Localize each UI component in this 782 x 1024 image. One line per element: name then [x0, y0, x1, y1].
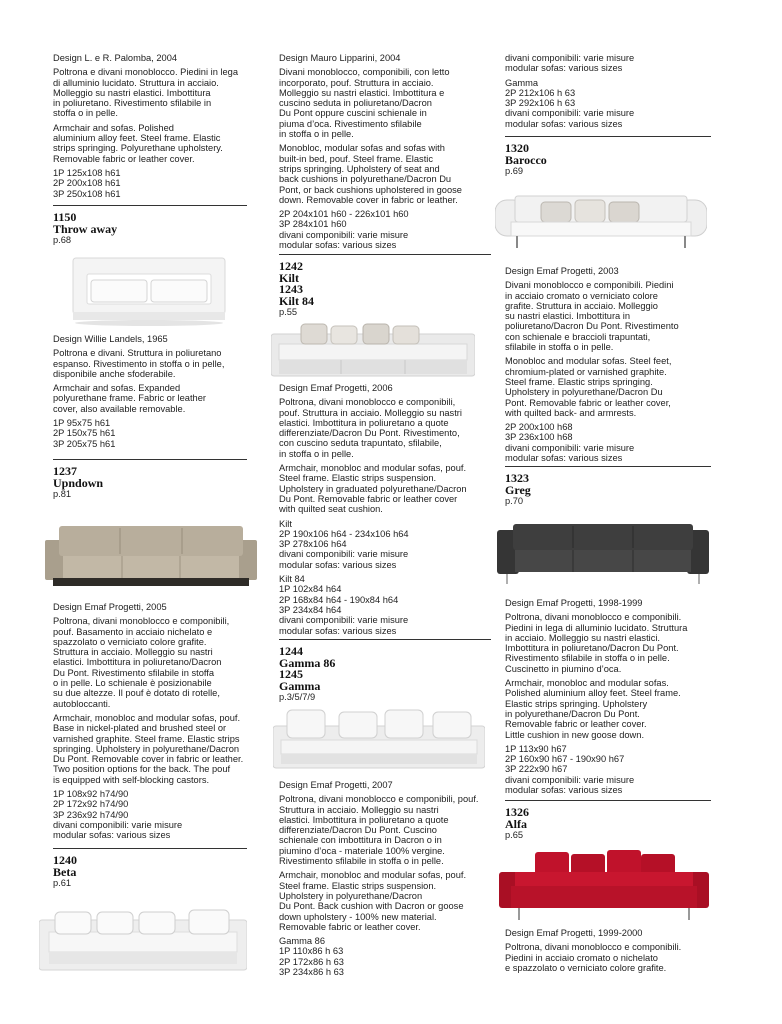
taupe-sofa-image — [45, 522, 257, 590]
page-reference: p.3/5/7/9 — [279, 692, 316, 702]
divider — [53, 205, 247, 206]
italian-description: Poltrona, divani monoblocco e componibili, pouf. Basamento in acciaio nichelato e spazzolato o verniciato colore grafite. Struttura in acciaio. Molleggio su nastri elastici. Imbottitura in poliuretano/Dacron Du Pont. Rivestimento sfilabile in stoffa o in pelle. Lo schienale è posizionabile su due altezze. Il pouf è dotato di rotelle, autobloccanti. — [53, 616, 230, 709]
red-sofa-image — [499, 846, 711, 922]
product-1323-header — [505, 466, 711, 507]
page-reference: p.61 — [53, 878, 72, 888]
designer-line: Design Emaf Progetti, 1999-2000 — [505, 928, 643, 938]
italian-description: Divani monoblocco e componibili. Piedini in acciaio cromato o verniciato colore grafite. Struttura in acciaio. Molleggio su nastri elastici. Imbottitura in poliuretano/Dacron Du Pont. Rivestimento con schienale e braccioli trapuntati, sfilabile in stoffa o in pelle. — [505, 280, 679, 353]
designer-line: Design Mauro Lipparini, 2004 — [279, 53, 401, 63]
designer-line: Design Emaf Progetti, 2003 — [505, 266, 619, 276]
english-description: Monobloc, modular sofas and sofas with built-in bed, pouf. Steel frame. Elastic strips springing. Upholstery of seat and back cushions in polyurethane/Dacron Du Pont, or back cushions upholstered in goose down. Removable cover in fabric or leather. — [279, 143, 462, 205]
dimensions: 1P 113x90 h67 2P 160x90 h67 - 190x90 h67 3P 222x90 h67 divani componibili: varie misure modular sofas: various sizes — [505, 743, 635, 796]
english-description: Armchair, monobloc and modular sofas. Polished aluminium alloy feet. Steel frame. Elastic strips springing. Upholstery in polyurethane/Dacron Du Pont. Removable fabric or leather cover. Little cushion in new goose down. — [505, 678, 681, 740]
product-1320-description — [505, 266, 711, 463]
product-1237-description — [53, 602, 247, 841]
kilt-sofa-image — [271, 318, 475, 380]
gamma-sofa-image — [273, 706, 485, 772]
italian-description: Poltrona, divani monoblocco e componibili, pouf. Struttura in acciaio. Molleggio su nastri elastici. Imbottitura in poliuretano a quote differenziate/Dacron Du Pont. Cuscino schienale con imbottitura in Dacron o in piumino d’oca - materiale 100% vergine. Rivestimento sfilabile in stoffa o in pelle. — [279, 794, 479, 867]
designer-line: Design Emaf Progetti, 2005 — [53, 602, 167, 612]
gamma-continued — [505, 53, 711, 129]
lipparini-description — [279, 53, 491, 250]
product-1150-description — [53, 334, 247, 449]
english-description: Armchair and sofas. Expanded polyurethane frame. Fabric or leather cover, also available removable. — [53, 383, 206, 414]
divider — [279, 254, 491, 255]
italian-description: Poltrona, divani monoblocco e componibili. Piedini in lega di alluminio lucidato. Struttura in acciaio. Molleggio su nastri elastici. Imbottitura in poliuretano/Dacron Du Pont. Rivestimento sfilabile in stoffa o in pelle. Cuscinetto in piumino d’oca. — [505, 612, 688, 674]
product-1323-description — [505, 598, 711, 795]
product-number: 1240 Beta — [53, 853, 77, 879]
divider — [279, 639, 491, 640]
product-1326-description — [505, 928, 711, 973]
designer-line: Design Willie Landels, 1965 — [53, 334, 168, 344]
barocco-sofa-image — [495, 190, 707, 254]
divider — [505, 800, 711, 801]
page-reference: p.65 — [505, 830, 524, 840]
english-description: Armchair, monobloc and modular sofas, pouf. Steel frame. Elastic strips suspension. Upholstery in graduated polyurethane/Dacron Du Pont. Removable fabric or leather cover with quilted seat cushion. — [279, 463, 467, 515]
product-number: 1242 Kilt 1243 Kilt 84 — [279, 259, 314, 308]
page-reference: p.69 — [505, 166, 524, 176]
divider — [505, 136, 711, 137]
english-description: Armchair, monobloc and modular sofas, pouf. Steel frame. Elastic strips suspension. Upholstery in polyurethane/Dacron Du Pont. Back cushion with Dacron or goose down upholstery - 100% new material. Removable fabric or leather cover. — [279, 870, 467, 932]
product-number: 1323 Greg — [505, 471, 531, 497]
product-1150-header — [53, 205, 247, 246]
product-1326-header — [505, 800, 711, 841]
dimensions: 1P 125x108 h61 2P 200x108 h61 3P 250x108 h61 — [53, 167, 121, 199]
divider — [53, 459, 247, 460]
dimensions: 2P 200x100 h68 3P 236x100 h68 divani componibili: varie misure modular sofas: various sizes — [505, 422, 635, 464]
page-reference: p.70 — [505, 496, 524, 506]
divider — [505, 466, 711, 467]
italian-description: Divani monoblocco, componibili, con letto incorporato, pouf. Struttura in acciaio. Molleggio su nastri elastici. Imbottitura e cuscino seduta in poliuretano/Dacron Du Pont oppure cuscini schienale in piuma d’oca. Rivestimento sfilabile in stoffa o in pelle. — [279, 67, 450, 140]
italian-description: Poltrona, divani monoblocco e componibili. Piedini in acciaio cromato o nichelato e spazzolato o verniciato colore grafite. — [505, 942, 682, 973]
dimensions: 1P 95x75 h61 2P 150x75 h61 3P 205x75 h61 — [53, 418, 116, 449]
dimensions-gamma: Gamma 2P 212x106 h 63 3P 292x106 h 63 divani componibili: varie misure modular sofas: various sizes — [505, 77, 635, 129]
page-reference: p.68 — [53, 235, 72, 245]
product-1240-header — [53, 848, 247, 889]
product-number: 1237 Upndown — [53, 464, 104, 490]
product-number: 1150 Throw away — [53, 210, 118, 236]
english-description: Armchair and sofas. Polished aluminium alloy feet. Steel frame. Elastic strips springing. Polyurethane upholstery. Removable fabric or leather cover. — [53, 122, 223, 164]
product-1242-description — [279, 383, 491, 636]
palomba-description — [53, 53, 247, 199]
italian-description: Poltrona, divani monoblocco e componibili, pouf. Struttura in acciaio. Molleggio su nastri elastici. Imbottitura in poliuretano a quote differenziate/Dacron Du Pont. Rivestimento, con cuscino seduta trapuntato, sfilabile, in stoffa o in pelle. — [279, 397, 462, 459]
dimensions-kilt-84: Kilt 84 1P 102x84 h64 2P 168x84 h64 - 190x84 h64 3P 234x84 h64 divani componibili: varie misure modular sofas: various sizes — [279, 574, 409, 636]
product-1242-header — [279, 254, 491, 318]
product-number: 1244 Gamma 86 1245 Gamma — [279, 644, 336, 693]
product-number: 1326 Alfa — [505, 805, 529, 831]
dimensions-gamma-86: Gamma 86 1P 110x86 h 63 2P 172x86 h 63 3P 234x86 h 63 — [279, 936, 344, 978]
dark-grey-sofa-image — [497, 520, 709, 586]
product-1320-header — [505, 136, 711, 177]
divider — [53, 848, 247, 849]
product-1244-header — [279, 639, 491, 703]
italian-description: Poltrona e divani monoblocco. Piedini in lega di alluminio lucidato. Struttura in acciaio. Molleggio su nastri elastici. Imbottitura in poliuretano. Rivestimento sfilabile in stoffa o in pelle. — [53, 67, 239, 119]
english-description: Monobloc and modular sofas. Steel feet, chromium-plated or varnished graphite. Steel frame. Elastic strips springing. Upholstery in polyurethane/Dacron Du Pont. Removable fabric or leather cover, with quilted back- and armrests. — [505, 356, 672, 418]
product-1237-header — [53, 459, 247, 500]
white-sofa-cushions-image — [39, 904, 247, 974]
english-description: Armchair, monobloc and modular sofas, pouf. Base in nickel-plated and brushed steel or varnished graphite. Steel frame. Elastic strips springing. Upholstery in polyurethane/Dacron Du Pont. Removable cover in fabric or leather. Two position options for the back. The pouf is equipped with self-blocking castors. — [53, 712, 244, 785]
modular-note: divani componibili: varie misure modular sofas: various sizes — [505, 53, 635, 74]
italian-description: Poltrona e divani. Struttura in poliuretano espanso. Rivestimento in stoffa o in pelle, disponibile anche sfoderabile. — [53, 348, 225, 379]
product-1244-description — [279, 780, 491, 977]
designer-line: Design Emaf Progetti, 2007 — [279, 780, 393, 790]
white-sofa-image — [69, 250, 229, 328]
designer-line: Design Emaf Progetti, 2006 — [279, 383, 393, 393]
designer-line: Design Emaf Progetti, 1998-1999 — [505, 598, 643, 608]
product-number: 1320 Barocco — [505, 141, 547, 167]
dimensions: 2P 204x101 h60 - 226x101 h60 3P 284x101 h60 divani componibili: varie misure modular sofas: various sizes — [279, 209, 409, 251]
page-reference: p.81 — [53, 489, 72, 499]
page-reference: p.55 — [279, 307, 298, 317]
designer-line: Design L. e R. Palomba, 2004 — [53, 53, 178, 63]
dimensions: 1P 108x92 h74/90 2P 172x92 h74/90 3P 236x92 h74/90 divani componibili: varie misure modular sofas: various sizes — [53, 789, 183, 841]
dimensions-kilt: Kilt 2P 190x106 h64 - 234x106 h64 3P 278x106 h64 divani componibili: varie misure modular sofas: various sizes — [279, 518, 409, 570]
